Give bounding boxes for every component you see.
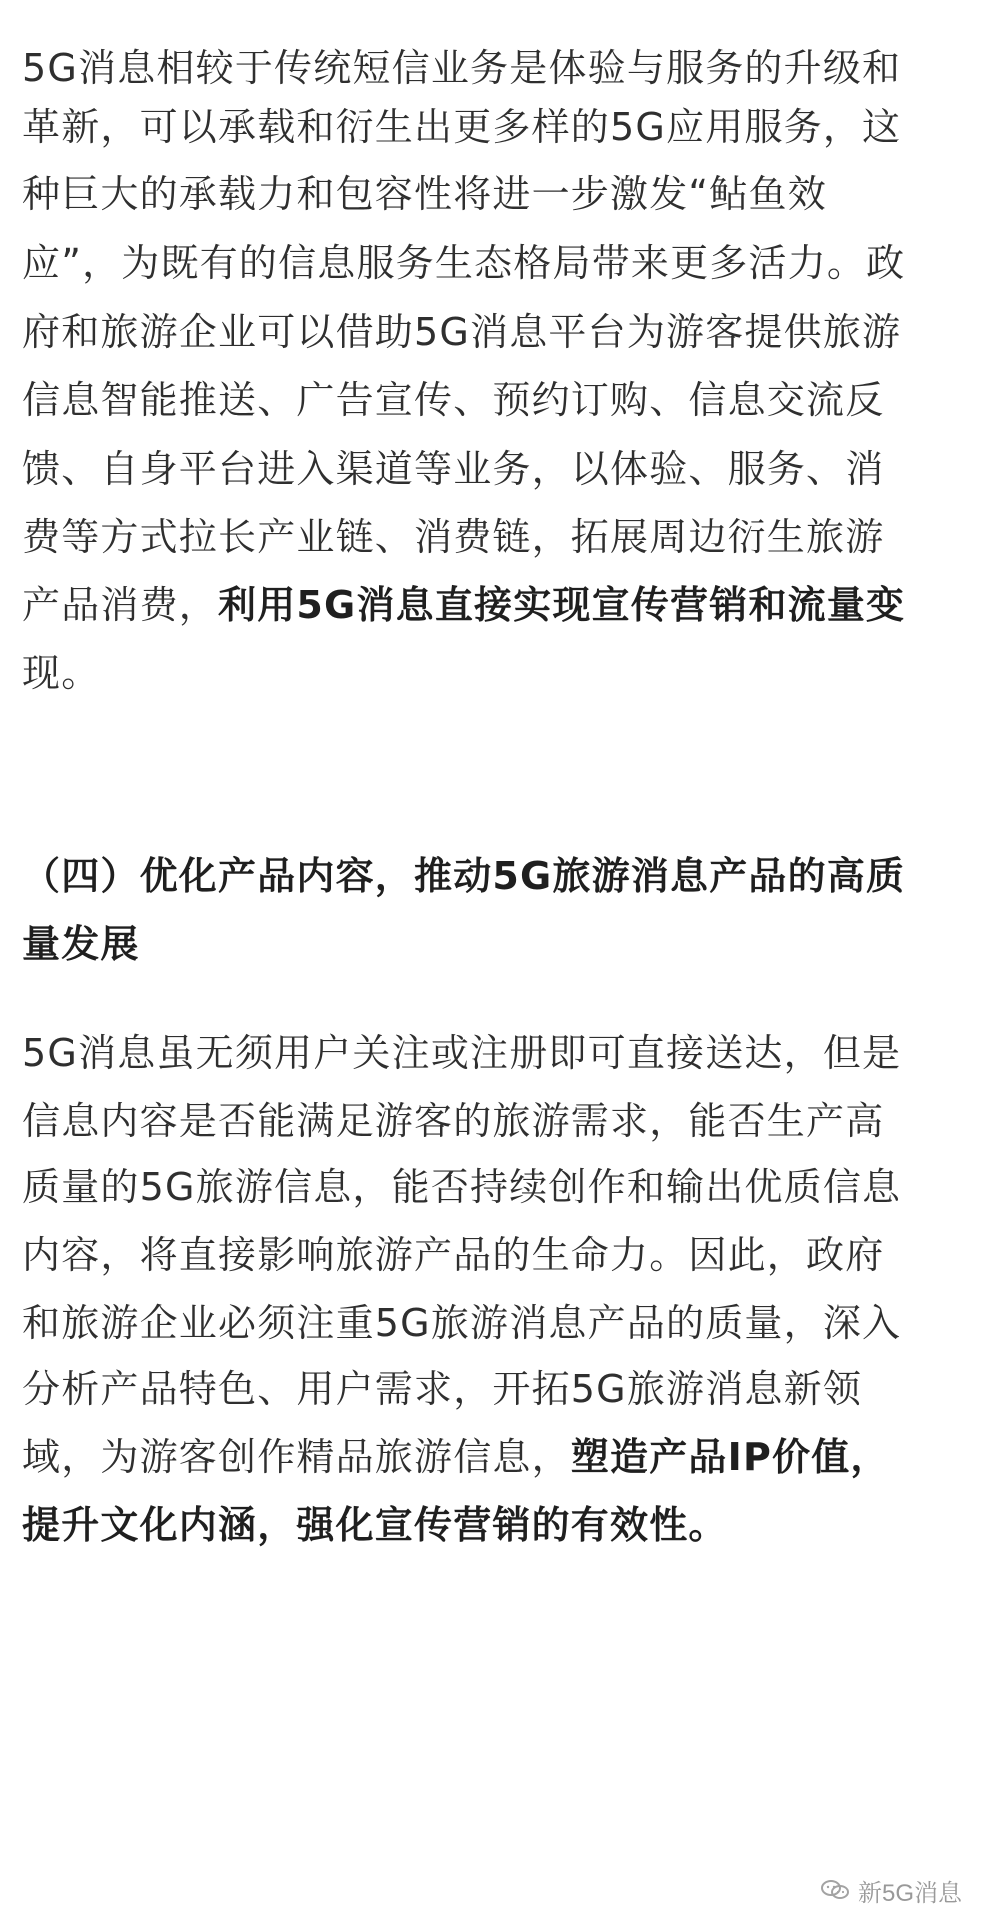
paragraph-text: 现。 bbox=[22, 651, 101, 695]
paragraph-line bbox=[22, 307, 962, 357]
paragraph-line bbox=[22, 1298, 962, 1348]
paragraph-text: 府和旅游企业可以借助5G消息平台为游客提供旅游 bbox=[22, 310, 902, 354]
paragraph-line bbox=[22, 1364, 962, 1414]
heading-line bbox=[22, 851, 962, 901]
heading-text: 量发展 bbox=[22, 922, 140, 966]
watermark-text: 新5G消息 bbox=[857, 1879, 962, 1907]
heading-line bbox=[22, 919, 962, 969]
paragraph-text: 产品消费， bbox=[22, 583, 219, 627]
wechat-account-watermark bbox=[820, 1870, 962, 1910]
paragraph-text: 5G消息虽无须用户关注或注册即可直接送达，但是 bbox=[22, 1031, 902, 1075]
paragraph-line bbox=[22, 512, 962, 562]
heading-text: （四）优化产品内容，推动5G旅游消息产品的高质 bbox=[22, 854, 906, 898]
paragraph-text: 质量的5G旅游信息，能否持续创作和输出优质信息 bbox=[22, 1165, 902, 1209]
wechat-icon bbox=[820, 1878, 850, 1902]
paragraph-line bbox=[22, 444, 962, 494]
paragraph-text: 信息智能推送、广告宣传、预约订购、信息交流反 bbox=[22, 378, 885, 422]
bold-emphasis-text: 塑造产品IP价值， bbox=[570, 1435, 890, 1479]
bold-emphasis-text: 利用5G消息直接实现宣传营销和流量变 bbox=[218, 583, 906, 627]
paragraph-line bbox=[22, 375, 962, 425]
paragraph-text: 费等方式拉长产业链、消费链，拓展周边衍生旅游 bbox=[22, 515, 885, 559]
paragraph-line bbox=[22, 648, 962, 698]
bold-emphasis-text: 提升文化内涵，强化宣传营销的有效性。 bbox=[22, 1503, 728, 1547]
paragraph-text: 应”，为既有的信息服务生态格局带来更多活力。政 bbox=[22, 241, 906, 285]
paragraph-text: 和旅游企业必须注重5G旅游消息产品的质量，深入 bbox=[22, 1301, 902, 1345]
paragraph-line bbox=[22, 43, 962, 93]
paragraph-line bbox=[22, 1096, 962, 1146]
paragraph-text: 信息内容是否能满足游客的旅游需求，能否生产高 bbox=[22, 1099, 885, 1143]
paragraph-line bbox=[22, 1230, 962, 1280]
paragraph-line bbox=[22, 1162, 962, 1212]
paragraph-text: 内容，将直接影响旅游产品的生命力。因此，政府 bbox=[22, 1233, 885, 1277]
paragraph-line bbox=[22, 580, 962, 630]
paragraph-line bbox=[22, 102, 962, 152]
paragraph-text: 馈、自身平台进入渠道等业务，以体验、服务、消 bbox=[22, 447, 885, 491]
paragraph-text: 分析产品特色、用户需求，开拓5G旅游消息新领 bbox=[22, 1367, 863, 1411]
paragraph-text: 域，为游客创作精品旅游信息， bbox=[22, 1435, 571, 1479]
paragraph-text: 种巨大的承载力和包容性将进一步激发“鲇鱼效 bbox=[22, 172, 827, 216]
paragraph-line bbox=[22, 1500, 962, 1550]
paragraph-line bbox=[22, 169, 962, 219]
paragraph-text: 5G消息相较于传统短信业务是体验与服务的升级和 bbox=[22, 46, 902, 90]
paragraph-line bbox=[22, 238, 962, 288]
paragraph-line bbox=[22, 1028, 962, 1078]
paragraph-line bbox=[22, 1432, 962, 1482]
paragraph-text: 革新，可以承载和衍生出更多样的5G应用服务，这 bbox=[22, 105, 902, 149]
